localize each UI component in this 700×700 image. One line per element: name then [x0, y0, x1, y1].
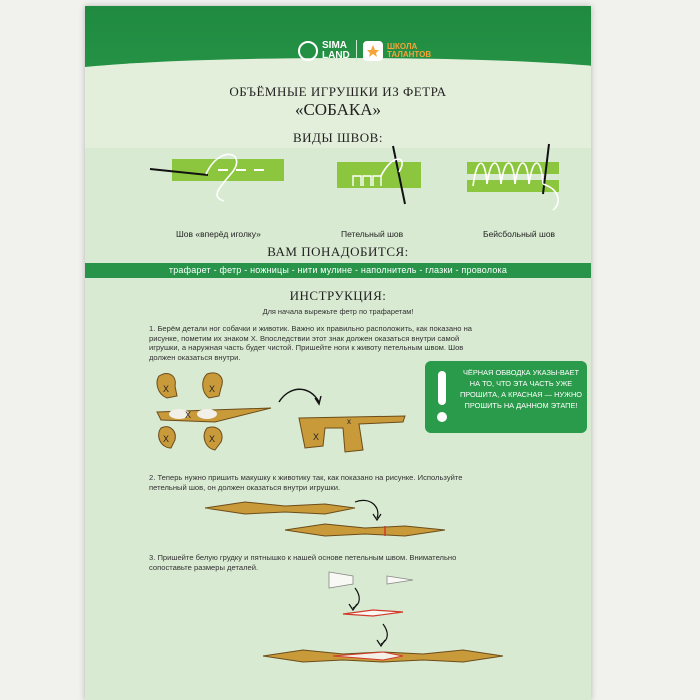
- step3-text: 3. Пришейте белую грудку и пятнышко к нашей основе петельным швом. Внимательно сопоставьте размеры деталей.: [149, 553, 457, 572]
- svg-text:X: X: [209, 434, 216, 444]
- sima-land-icon: [298, 41, 318, 61]
- svg-text:X: X: [163, 434, 170, 444]
- title-line1: ОБЪЁМНЫЕ ИГРУШКИ ИЗ ФЕТРА: [229, 84, 447, 99]
- sima-land-text: SIMA LAND: [322, 40, 350, 61]
- blanket-stitch-illustration: [333, 146, 433, 216]
- stitch-label-running: Шов «вперёд иголку»: [176, 229, 261, 239]
- baseball-stitch-illustration: [465, 144, 575, 214]
- materials-list: трафарет - фетр - ножницы - нити мулине - наполнитель - глазки - проволока: [85, 263, 591, 278]
- step1-illustration: [149, 366, 419, 466]
- school-text: [387, 43, 431, 59]
- svg-text:x: x: [347, 417, 351, 426]
- sima-land-logo: [298, 41, 350, 61]
- svg-text:X: X: [185, 410, 192, 420]
- stitch-label-blanket: Петельный шов: [341, 229, 404, 239]
- stitches-heading: ВИДЫ ШВОВ:: [293, 130, 383, 145]
- step2-text: 2. Теперь нужно пришить макушку к животику так, как показано на рисунке. Используйте петельный шов, он должен оказаться внутри игрушки.: [149, 473, 463, 492]
- running-stitch-illustration: [150, 149, 290, 209]
- school-line1: ШКОЛА: [387, 42, 418, 51]
- instructions-heading: ИНСТРУКЦИЯ:: [289, 288, 387, 303]
- school-line2: ТАЛАНТОВ: [387, 50, 432, 59]
- step2-illustration: [205, 496, 465, 556]
- stitch-label-baseball: Бейсбольный шов: [483, 229, 556, 239]
- materials-heading: ВАМ ПОНАДОБИТСЯ:: [267, 244, 409, 259]
- step3-illustration: [263, 568, 543, 678]
- logo-separator: [356, 40, 357, 62]
- school-badge-icon: [363, 41, 383, 61]
- instruction-sheet: [85, 6, 591, 700]
- svg-text:X: X: [209, 384, 216, 394]
- callout-box: [425, 361, 587, 433]
- svg-text:X: X: [313, 432, 320, 442]
- school-logo: [363, 41, 431, 61]
- title-line2: «СОБАКА»: [294, 100, 382, 119]
- step1-text: 1. Берём детали ног собачки и животик. Важно их правильно расположить, как показано на рисунке, пометим их знаком Х. Впоследствии этот знак должен оказаться внутри самой игрушки, а наружная часть будет чистой. Пришейте ноги к животу петельным швом. Шов должен оказаться внутри.: [149, 324, 473, 362]
- svg-text:X: X: [163, 384, 170, 394]
- logos: [298, 40, 431, 62]
- exclamation-icon: [431, 369, 453, 425]
- instructions-intro: Для начала вырежьте фетр по трафаретам!: [262, 307, 414, 316]
- callout-text: ЧЁРНАЯ ОБВОДКА УКАЗЫ-ВАЕТ НА ТО, ЧТО ЭТА ЧАСТЬ УЖЕ ПРОШИТА, А КРАСНАЯ — НУЖНО ПРОШИТЬ НА ДАННОМ ЭТАПЕ!: [459, 368, 583, 410]
